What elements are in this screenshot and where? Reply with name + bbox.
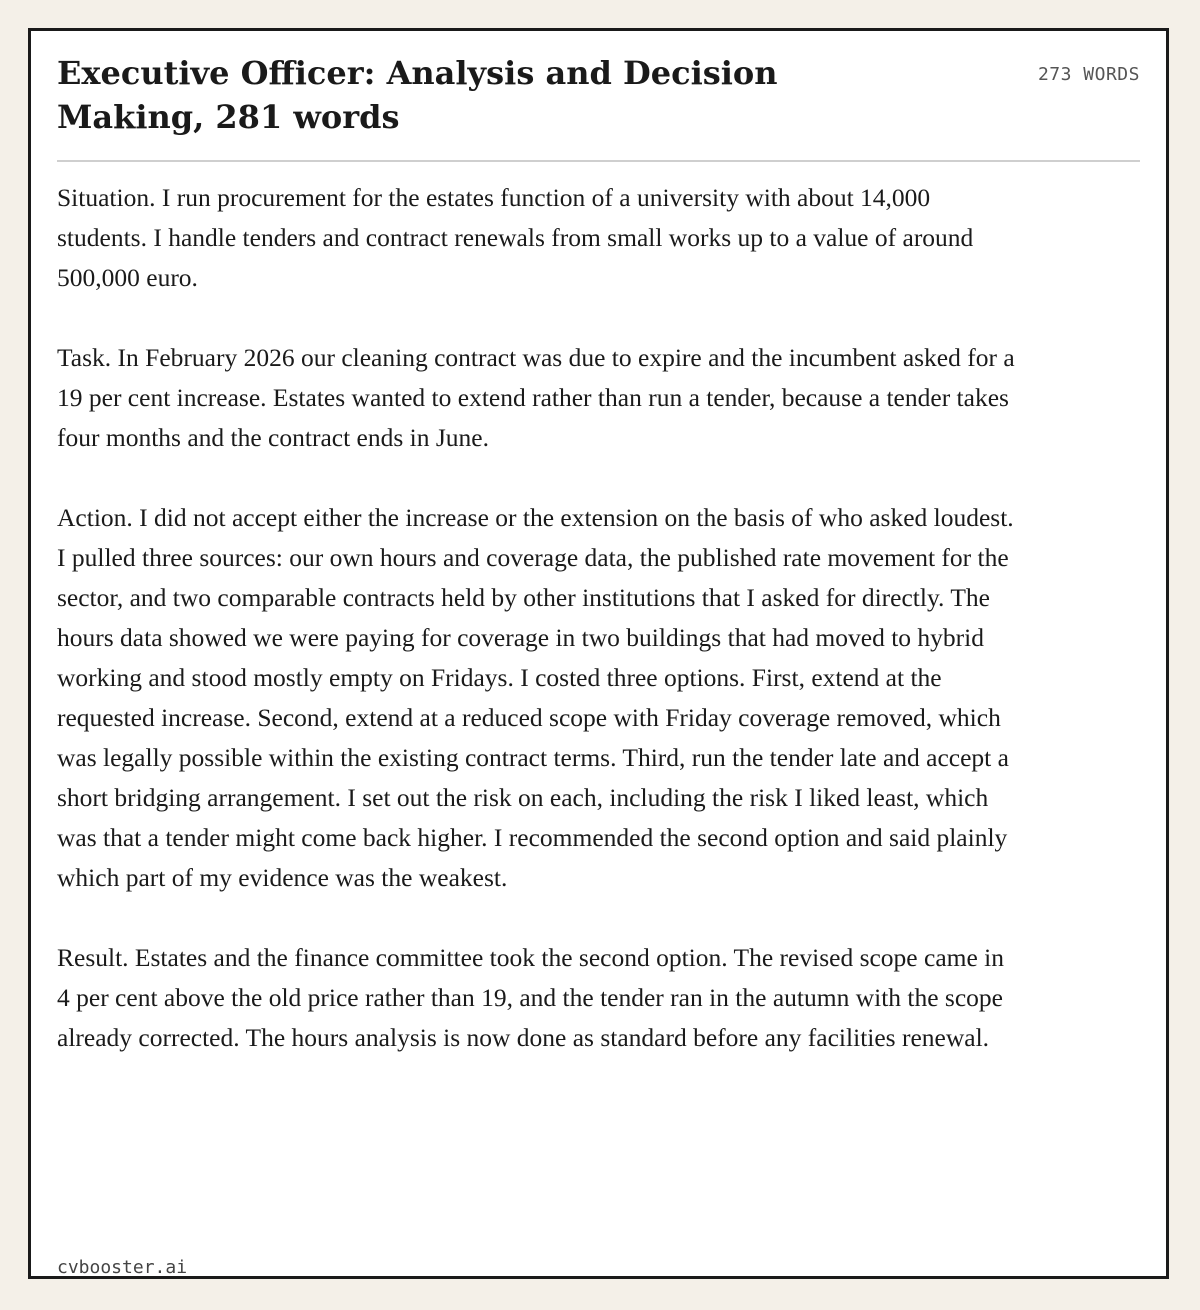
paragraph-task: Task. In February 2026 our cleaning contract was due to expire and the incumbent asked for a 19 per cent increase. Estates wanted to extend rather than run a tender, because a tender takes four months and the contract ends in June. (57, 343, 1015, 452)
paragraph-action: Action. I did not accept either the increase or the extension on the basis of who asked loudest. I pulled three sources: our own hours and coverage data, the published rate movement for the sector, and two comparable contracts held by other institutions that I asked for directly. The hours data showed we were paying for coverage in two buildings that had moved to hybrid working and stood mostly empty on Fridays. I costed three options. First, extend at the requested increase. Second, extend at a reduced scope with Friday coverage removed, which was legally possible within the existing contract terms. Third, run the tender late and accept a short bridging arrangement. I set out the risk on each, including the risk I liked least, which was that a tender might come back higher. I recommended the second option and said plainly which part of my evidence was the weakest. (57, 503, 1014, 892)
paragraph-situation: Situation. I run procurement for the estates function of a university with about 14,000 students. I handle tenders and contract renewals from small works up to a value of around 500,000 euro. (57, 183, 974, 292)
document-card (28, 28, 1169, 1279)
paragraph-result: Result. Estates and the finance committee took the second option. The revised scope came in 4 per cent above the old price rather than 19, and the tender ran in the autumn with the scope already corrected. The hours analysis is now done as standard before any facilities renewal. (57, 943, 1004, 1052)
page-title: Executive Officer: Analysis and Decision Making, 281 words (57, 54, 778, 136)
word-count-badge: 273 WORDS (1037, 64, 1140, 85)
title-divider (57, 160, 1140, 162)
footer-brand: cvbooster.ai (57, 1257, 188, 1278)
answer-body (57, 178, 1019, 1058)
